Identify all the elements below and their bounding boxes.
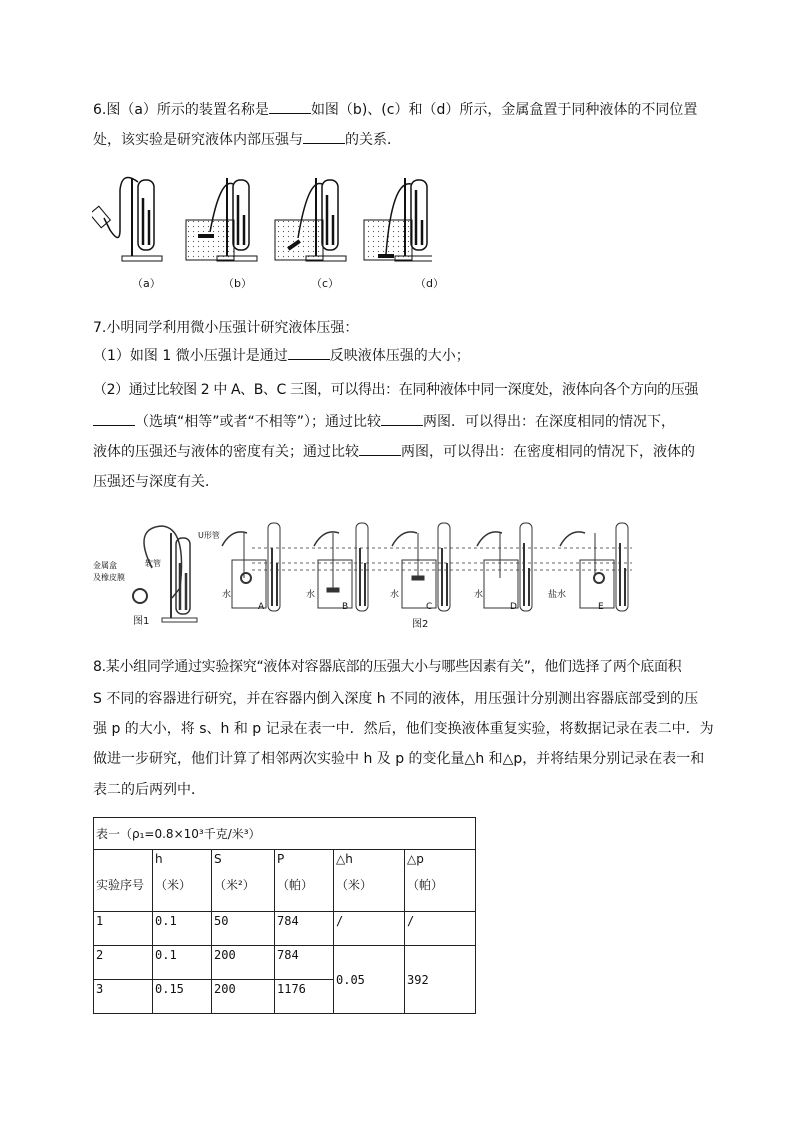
- setup-D: [477, 523, 532, 611]
- q7-part4-a: 液体的压强还与液体的密度有关；通过比较: [93, 444, 359, 460]
- fig1-label-utube: U形管: [198, 531, 220, 540]
- manometer-a: [92, 178, 162, 262]
- q6-line1: [93, 95, 703, 125]
- cell: /: [405, 912, 476, 946]
- caption-c: （c）: [311, 277, 340, 290]
- q7-blank-3: [381, 407, 423, 426]
- fig2-label-C: C: [426, 602, 433, 612]
- q7-title: 7.小明同学利用微小压强计研究液体压强：: [93, 320, 359, 336]
- cell: 1176: [275, 980, 334, 1014]
- cell: 200: [212, 946, 275, 980]
- fig2-brine-E: 盐水: [548, 590, 567, 600]
- q6-blank-1: [269, 95, 311, 114]
- cell: 200: [212, 980, 275, 1014]
- table-row: [94, 946, 476, 980]
- fig2-label-B: B: [342, 602, 349, 612]
- setup-C: [392, 523, 450, 611]
- q7-part5: 压强还与深度有关．: [93, 474, 219, 490]
- q7-part3-a: （选填“相等”或者“不相等”）；通过比较: [135, 414, 382, 430]
- cell: 1: [94, 912, 153, 946]
- caption-d: （d）: [415, 277, 444, 290]
- fig2-water-B: 水: [306, 590, 316, 600]
- header-cell: S （米²）: [212, 850, 275, 912]
- header-cell: △p （帕）: [405, 850, 476, 912]
- table-header-row: [94, 850, 476, 912]
- header-unit: （米）: [336, 878, 373, 892]
- fig2-label-A: A: [258, 602, 265, 612]
- cell: /: [334, 912, 405, 946]
- figure-1-manometer: [133, 526, 197, 622]
- header-label: 实验序号: [96, 878, 145, 892]
- cell: 3: [94, 980, 153, 1014]
- data-table-1: [93, 817, 476, 1014]
- q7-part4-b: 两图，可以得出：在密度相同的情况下，液体的: [401, 444, 695, 460]
- q6-line2: [93, 125, 703, 155]
- q8-line4: 做进一步研究，他们计算了相邻两次实验中 h 及 p 的变化量△h 和△p，并将结果分别记录在表一和: [93, 751, 705, 767]
- header-cell: P （帕）: [275, 850, 334, 912]
- q7-part3-b: 两图．可以得出：在深度相同的情况下，: [423, 414, 676, 430]
- q7-blank-1: [288, 341, 330, 360]
- setup-E: [560, 523, 628, 611]
- cell: 784: [275, 912, 334, 946]
- fig2-water-C: 水: [390, 590, 400, 600]
- q6-figure: [92, 170, 432, 270]
- cell: 784: [275, 946, 334, 980]
- table-row: [94, 912, 476, 946]
- cell: 0.15: [153, 980, 212, 1014]
- caption-a: （a）: [132, 277, 161, 290]
- q7-part1-a: （1）如图 1 微小压强计是通过: [93, 348, 288, 364]
- q7-part1-b: 反映液体压强的大小；: [329, 348, 470, 364]
- q8-line5: 表二的后两列中．: [93, 782, 205, 798]
- q8-line1: 8.某小组同学通过实验探究“液体对容器底部的压强大小与哪些因素有关”，他们选择了两个底面积: [93, 659, 682, 675]
- fig2-label-E: E: [598, 602, 604, 612]
- q6-text-2b: 的关系．: [345, 132, 401, 148]
- fig1-caption: 图1: [133, 616, 150, 627]
- manometer-d: [364, 178, 432, 261]
- q7-blank-2: [93, 407, 135, 426]
- q6-blank-2: [303, 125, 345, 144]
- fig2-water-D: 水: [474, 590, 484, 600]
- q7-part3: [93, 407, 703, 437]
- q7-figure: [92, 518, 647, 628]
- fig2-caption: 图2: [412, 619, 429, 630]
- fig1-label-hose: 软管: [145, 559, 161, 568]
- q6-text-2a: 处，该实验是研究液体内部压强与: [93, 132, 303, 148]
- cell: 50: [212, 912, 275, 946]
- q8-line2: S 不同的容器进行研究，并在容器内倒入深度 h 不同的液体，用压强计分别测出容器底部受到的压: [93, 691, 699, 707]
- manometer-c: [275, 178, 346, 261]
- cell: 0.1: [153, 912, 212, 946]
- fig1-label-film: 及橡皮膜: [93, 573, 125, 582]
- cell-delta-h: 0.05: [334, 946, 405, 1014]
- fig2-label-D: D: [510, 602, 517, 612]
- manometer-b: [186, 178, 257, 261]
- header-cell: △h （米）: [334, 850, 405, 912]
- q6-text-1a: 6.图（a）所示的装置名称是: [93, 102, 269, 118]
- q7-blank-4: [359, 437, 401, 456]
- q7-part4: [93, 437, 703, 467]
- header-unit: （米）: [155, 878, 192, 892]
- setup-B: [314, 523, 368, 611]
- q6-text-1b: 如图（b)、(c）和（d）所示，金属盒置于同种液体的不同位置: [310, 102, 698, 118]
- q8-line3: 强 p 的大小，将 s、h 和 p 记录在表一中．然后，他们变换液体重复实验，将数据记录在表二中．为: [93, 721, 714, 737]
- cell-delta-p: 392: [405, 946, 476, 1014]
- table-title: 表一（ρ₁=0.8×10³千克/米³）: [94, 818, 476, 850]
- header-unit: （帕）: [277, 878, 314, 892]
- header-cell: h （米）: [153, 850, 212, 912]
- header-unit: （米²）: [214, 878, 255, 892]
- q7-part1: [93, 341, 703, 371]
- header-unit: （帕）: [407, 878, 444, 892]
- fig2-water-A: 水: [222, 590, 232, 600]
- figure-2-setups: [222, 523, 632, 611]
- caption-b: （b）: [223, 277, 252, 290]
- fig1-label-box: 金属盒: [93, 561, 117, 570]
- q7-part2: （2）通过比较图 2 中 A、B、C 三图，可以得出：在同种液体中同一深度处，液体向各个方向的压强: [93, 382, 698, 398]
- cell: 0.1: [153, 946, 212, 980]
- header-cell: [94, 850, 153, 912]
- cell: 2: [94, 946, 153, 980]
